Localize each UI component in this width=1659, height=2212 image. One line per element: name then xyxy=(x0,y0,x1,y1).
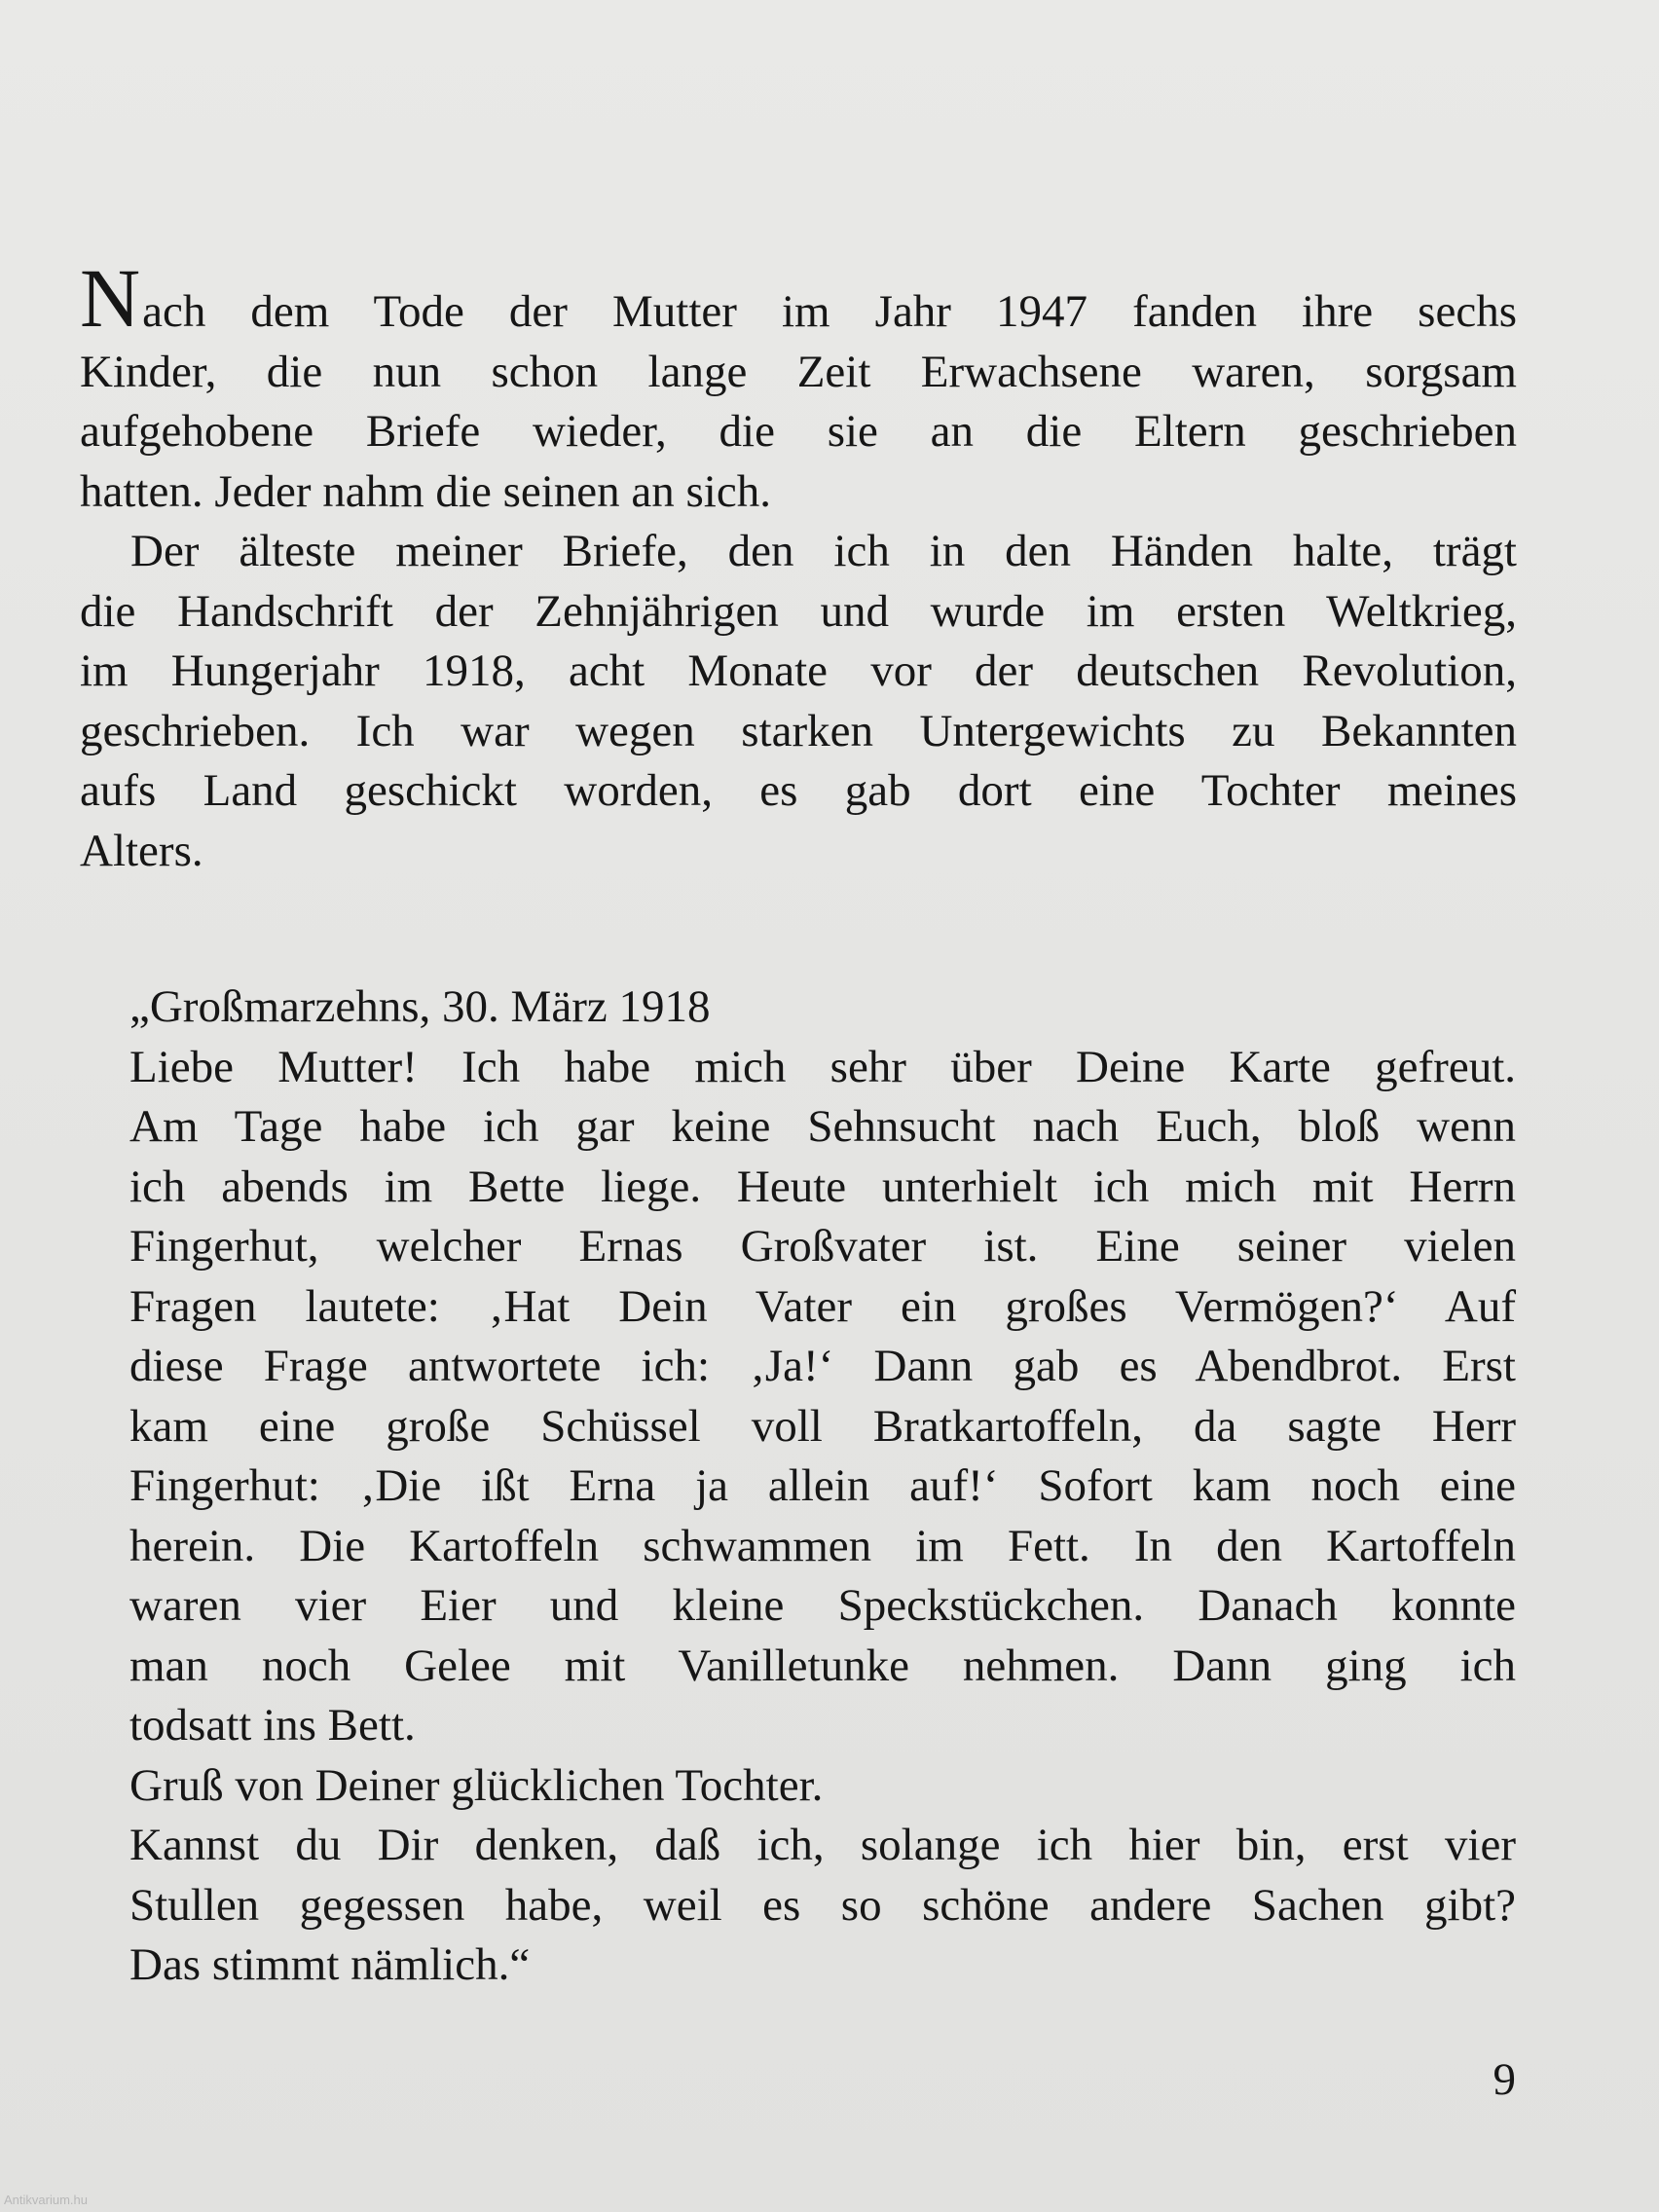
letter-line-4: Fingerhut, welcher Ernas Großvater ist. Eine seiner vielen xyxy=(129,1221,1516,1272)
paragraph-2-line-4: geschrieben. Ich war wegen starken Untergewichts zu Bekannten xyxy=(80,705,1517,756)
paragraph-1-line-2: Kinder, die nun schon lange Zeit Erwachsene waren, sorgsam xyxy=(80,346,1517,397)
letter-line-2: Am Tage habe ich gar keine Sehnsucht nach Euch, bloß wenn xyxy=(129,1101,1516,1152)
letter xyxy=(129,977,1516,1996)
letter-line-12: todsatt ins Bett. xyxy=(129,1700,416,1751)
letter-line-11: man noch Gelee mit Vanilletunke nehmen. Dann ging ich xyxy=(129,1640,1516,1691)
paragraph-2-line-3: im Hungerjahr 1918, acht Monate vor der deutschen Revolution, xyxy=(80,645,1517,696)
paragraph-2-line-6: Alters. xyxy=(80,825,203,876)
watermark: Antikvarium.hu xyxy=(4,2193,88,2207)
paragraph-1-line-4: hatten. Jeder nahm die seinen an sich. xyxy=(80,465,771,517)
postscript-line-2: Stullen gegessen habe, weil es so schöne andere Sachen gibt? xyxy=(129,1879,1516,1931)
letter-line-9: herein. Die Kartoffeln schwammen im Fett. In den Kartoffeln xyxy=(129,1520,1516,1571)
paragraph-1-line-1: Nach dem Tode der Mutter im Jahr 1947 fanden ihre sechs xyxy=(80,251,1517,345)
intro-text xyxy=(80,251,1517,881)
letter-line-6: diese Frage antwortete ich: ‚Ja!‘ Dann gab es Abendbrot. Erst xyxy=(129,1341,1516,1391)
letter-line-5: Fragen lautete: ‚Hat Dein Vater ein großes Vermögen?‘ Auf xyxy=(129,1280,1516,1332)
letter-line-3: ich abends im Bette liege. Heute unterhielt ich mich mit Herrn xyxy=(129,1161,1516,1212)
postscript-line-3: Das stimmt nämlich.“ xyxy=(129,1939,531,1990)
paragraph-1-line-3: aufgehobene Briefe wieder, die sie an die Eltern geschrieben xyxy=(80,406,1517,457)
paragraph-2-line-5: aufs Land geschickt worden, es gab dort eine Tochter meines xyxy=(80,765,1517,816)
letter-line-10: waren vier Eier und kleine Speckstückchen. Danach konnte xyxy=(129,1580,1516,1631)
letter-greeting: Gruß von Deiner glücklichen Tochter. xyxy=(129,1759,824,1811)
page-number: 9 xyxy=(1493,2054,1516,2105)
letter-line-7: kam eine große Schüssel voll Bratkartoffeln, da sagte Herr xyxy=(129,1400,1516,1452)
paragraph-2-line-2: die Handschrift der Zehnjährigen und wurde im ersten Weltkrieg, xyxy=(80,585,1517,637)
letter-line-1: Liebe Mutter! Ich habe mich sehr über Deine Karte gefreut. xyxy=(129,1041,1516,1092)
letter-heading: „Großmarzehns, 30. März 1918 xyxy=(129,981,711,1032)
postscript-line-1: Kannst du Dir denken, daß ich, solange ich hier bin, erst vier xyxy=(129,1820,1516,1870)
drop-cap: N xyxy=(80,251,141,345)
letter-line-8: Fingerhut: ‚Die ißt Erna ja allein auf!‘ Sofort kam noch eine xyxy=(129,1460,1516,1511)
paragraph-2-line-1: Der älteste meiner Briefe, den ich in den Händen halte, trägt xyxy=(130,526,1517,576)
